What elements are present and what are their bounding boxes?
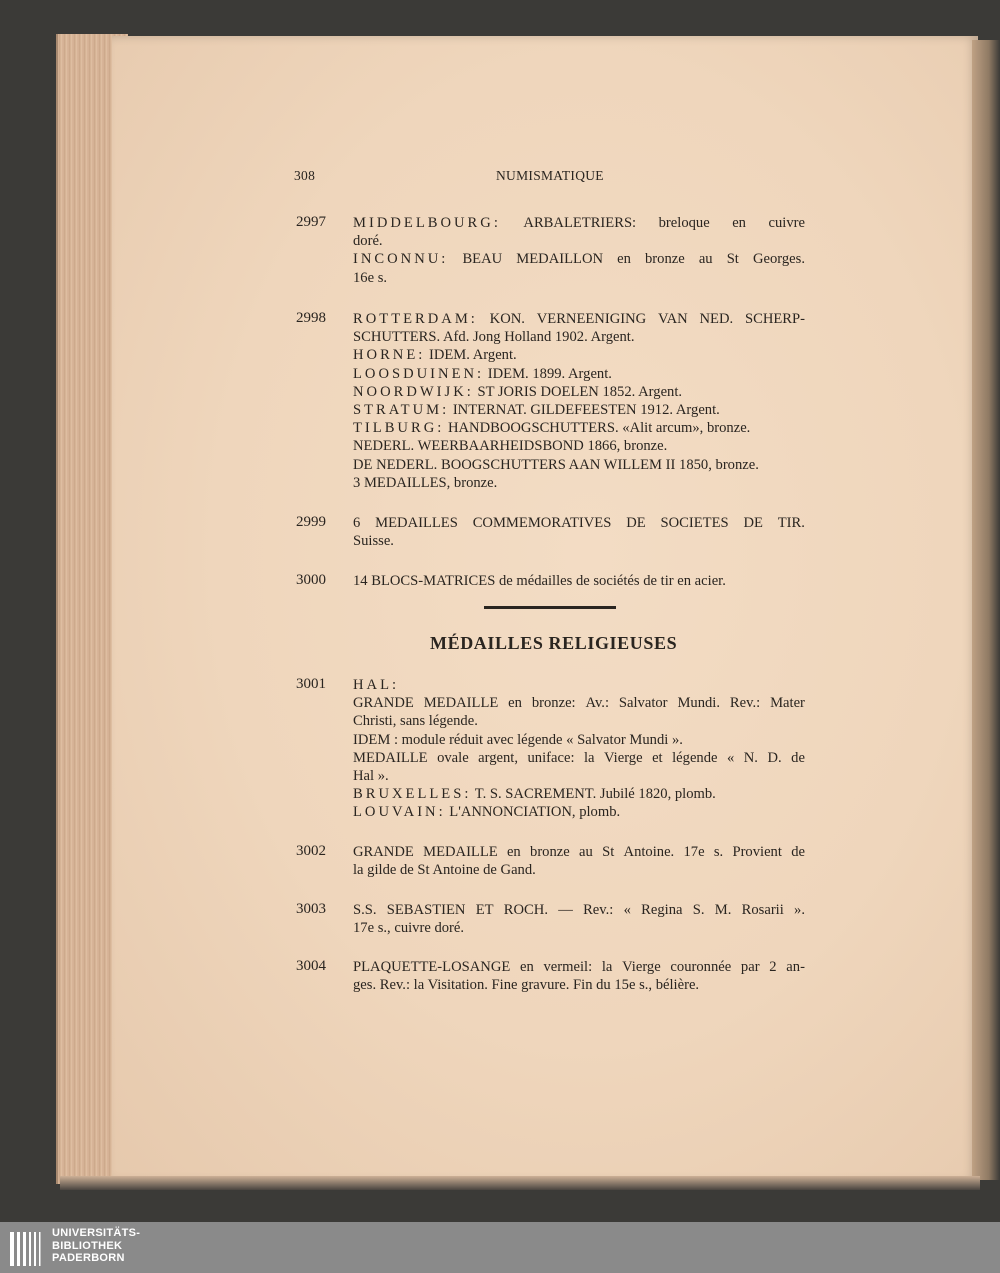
entry-line [353, 712, 805, 730]
running-header: NUMISMATIQUE [496, 168, 604, 183]
entry-text: T. S. SACREMENT. Jubilé 1820, plomb. [471, 786, 716, 803]
entry-line [353, 346, 805, 364]
entry-number: 2998 [296, 310, 326, 326]
entry-line: ROTTERDAM: KON. VERNEENIGING VAN NED. SCHERP- [353, 311, 805, 327]
entry-text: NEDERL. WEERBAARHEIDSBOND 1866, bronze. [353, 438, 668, 455]
section-title: MÉDAILLES RELIGIEUSES [430, 633, 678, 653]
place-name: INCONNU: [353, 251, 449, 268]
entry-line [353, 328, 805, 346]
entry-line [353, 365, 805, 383]
entry-text: ST JORIS DOELEN 1852. Argent. [473, 383, 683, 400]
place-name: LOUVAIN: [353, 804, 446, 821]
entry-number: 2997 [296, 214, 326, 230]
entry-line [353, 401, 805, 419]
section-rule [484, 606, 616, 609]
entry-text: IDEM : module réduit avec légende « Salvator Mundi ». [353, 731, 683, 748]
entry-description [353, 676, 805, 822]
entry-text: ges. Rev.: la Visitation. Fine gravure. Fin du 15e s., bélière. [353, 977, 700, 994]
entry-text: IDEM. Argent. [425, 347, 517, 364]
entry-description [353, 310, 805, 492]
library-logo-icon [10, 1230, 44, 1268]
entry-text: la gilde de St Antoine de Gand. [353, 862, 536, 879]
entry-text: doré. [353, 233, 383, 250]
entry-text: Hal ». [353, 768, 389, 785]
entry-number: 2999 [296, 514, 326, 530]
place-name: ROTTERDAM: [353, 311, 478, 327]
entry-text: 16e s. [353, 269, 388, 286]
entry-line: MIDDELBOURG: ARBALETRIERS: breloque en cuivre [353, 215, 805, 231]
entry-line: GRANDE MEDAILLE en bronze: Av.: Salvator Mundi. Rev.: Mater [353, 695, 805, 712]
entry-text: IDEM. 1899. Argent. [484, 365, 612, 382]
entry-description [353, 958, 805, 994]
entry-line [353, 767, 805, 785]
entry-line [353, 976, 805, 994]
entry-line: S.S. SEBASTIEN ET ROCH. — Rev.: « Regina S. M. Rosarii ». [353, 902, 805, 918]
place-name: LOOSDUINEN: [353, 365, 485, 382]
entry-text: 17e s., cuivre doré. [353, 920, 465, 937]
library-name-line2: BIBLIOTHEK [52, 1239, 123, 1252]
entry-line [353, 731, 805, 749]
entry-text: SCHUTTERS. Afd. Jong Holland 1902. Argent. [353, 329, 635, 346]
entry-line [353, 383, 805, 401]
entry-line [353, 785, 805, 803]
page-number: 308 [294, 168, 316, 183]
place-name: HAL: [353, 677, 400, 693]
entry-line [353, 437, 805, 455]
place-name: BRUXELLES: [353, 786, 472, 803]
entry-number: 3001 [296, 676, 326, 692]
entry-line [353, 676, 805, 694]
entry-description [353, 214, 805, 287]
entry-line: MEDAILLE ovale argent, uniface: la Vierge et légende « N. D. de [353, 749, 805, 766]
entry-description [353, 843, 805, 879]
entry-line: PLAQUETTE-LOSANGE en vermeil: la Vierge couronnée par 2 an- [353, 959, 805, 975]
entry-text: L'ANNONCIATION, plomb. [445, 804, 621, 821]
entry-text: DE NEDERL. BOOGSCHUTTERS AAN WILLEM II 1850, bronze. [353, 456, 759, 473]
place-name: STRATUM: [353, 402, 450, 419]
entry-text: Suisse. [353, 533, 394, 550]
entry-number: 3003 [296, 901, 326, 917]
place-name: TILBURG: [353, 420, 445, 437]
entry-line: GRANDE MEDAILLE en bronze au St Antoine. 17e s. Provient de [353, 844, 805, 860]
entry-line [353, 232, 805, 250]
entry-line [353, 861, 805, 879]
entry-line [353, 419, 805, 437]
library-name [52, 1227, 140, 1265]
entry-line [353, 269, 805, 287]
entry-text: 3 MEDAILLES, bronze. [353, 474, 498, 491]
entry-line: 6 MEDAILLES COMMEMORATIVES DE SOCIETES DE TIR. [353, 515, 805, 531]
entry-line [353, 803, 805, 821]
entry-number: 3004 [296, 958, 326, 974]
entry-text: 14 BLOCS-MATRICES de médailles de sociétés de tir en acier. [353, 573, 726, 589]
entry-line: INCONNU: BEAU MEDAILLON en bronze au St Georges. [353, 251, 805, 268]
book-gutter-edge [972, 40, 1000, 1180]
library-footer [0, 1222, 1000, 1273]
entry-line [353, 456, 805, 474]
entry-description [353, 901, 805, 937]
entry-line [353, 474, 805, 492]
entry-line [353, 572, 805, 590]
entry-number: 3000 [296, 572, 326, 588]
entry-description [353, 572, 805, 590]
book-bottom-edge [60, 1176, 980, 1190]
place-name: HORNE: [353, 347, 426, 364]
library-name-line1: UNIVERSITÄTS- [52, 1227, 141, 1239]
entry-text: INTERNAT. GILDEFEESTEN 1912. Argent. [449, 402, 720, 419]
place-name: NOORDWIJK: [353, 383, 474, 400]
entry-line [353, 532, 805, 550]
book-page [112, 36, 978, 1182]
entry-description [353, 514, 805, 550]
place-name: MIDDELBOURG: [353, 215, 501, 231]
entry-line [353, 919, 805, 937]
entry-text: Christi, sans légende. [353, 713, 478, 730]
entry-text: HANDBOOGSCHUTTERS. «Alit arcum», bronze. [444, 420, 751, 437]
library-name-line3: PADERBORN [52, 1252, 125, 1264]
entry-number: 3002 [296, 843, 326, 859]
